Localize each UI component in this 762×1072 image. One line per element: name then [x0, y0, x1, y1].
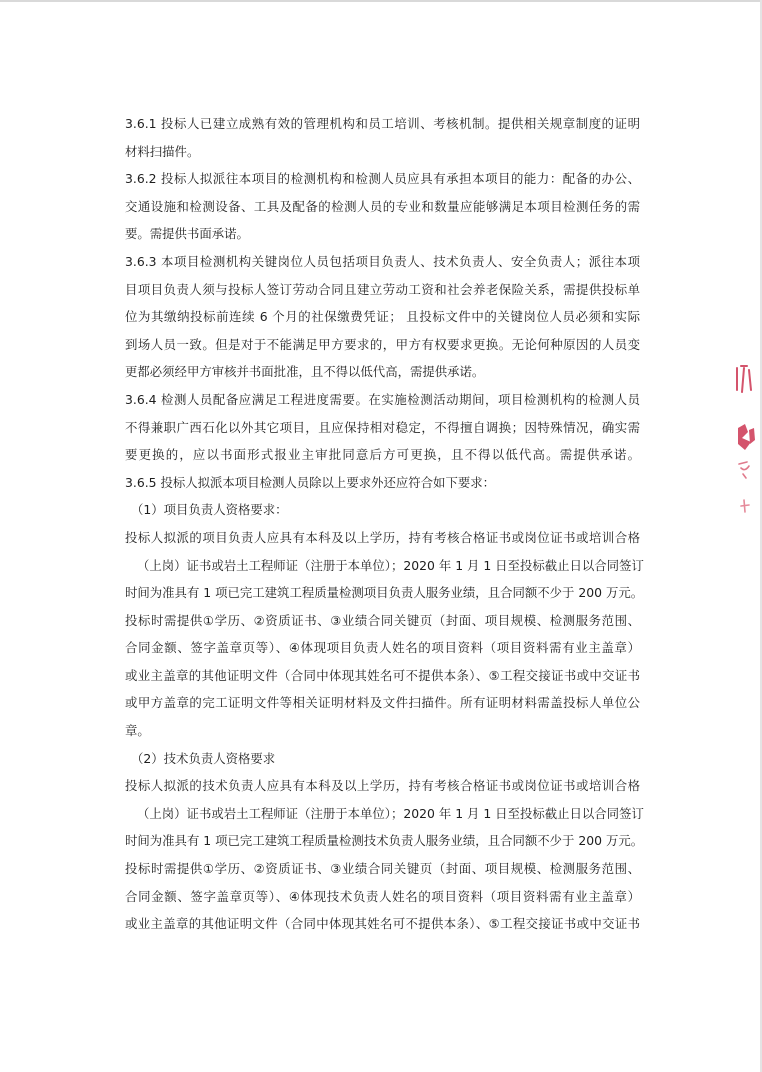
text-line: 3.6.1 投标人已建立成熟有效的管理机构和员工培训、考核机制。提供相关规章制度的证明: [125, 116, 640, 131]
text-line: 合同金额、签字盖章页等）、④体现项目负责人姓名的项目资料（项目资料需有业主盖章）: [125, 640, 640, 656]
text-line: 时间为准具有 1 项已完工建筑工程质量检测项目负责人服务业绩，且合同额不少于 200 万元。: [125, 585, 644, 601]
text-line: 交通设施和检测设备、工具及配备的检测人员的专业和数量应能够满足本项目检测任务的需: [125, 198, 640, 214]
text-line: （上岗）证书或岩土工程师证（注册于本单位）；2020 年 1 月 1 日至投标截止日以合同签订: [137, 805, 644, 821]
text-line: 或业主盖章的其他证明文件（合同中体现其姓名可不提供本条）、⑤工程交接证书或中交证书: [125, 667, 640, 683]
text-line: 要。需提供书面承诺。: [125, 226, 249, 242]
text-line: 位为其缴纳投标前连续 6 个月的社保缴费凭证； 且投标文件中的关键岗位人员必须和实际: [125, 309, 640, 325]
text-line: 到场人员一致。但是对于不能满足甲方要求的，甲方有权要求更换。无论何种原因的人员变: [125, 336, 640, 352]
seal-stamp-fragment: [733, 360, 759, 520]
document-body: [125, 110, 644, 938]
section-heading: （2）技术负责人资格要求: [131, 750, 276, 766]
text-line: 或业主盖章的其他证明文件（合同中体现其姓名可不提供本条）、⑤工程交接证书或中交证书: [125, 916, 640, 932]
text-line: （上岗）证书或岩土工程师证（注册于本单位）；2020 年 1 月 1 日至投标截止日以合同签订: [137, 557, 644, 573]
text-line: 材料扫描件。: [125, 143, 200, 159]
text-line: 3.6.3 本项目检测机构关键岗位人员包括项目负责人、技术负责人、安全负责人；派往本项: [125, 253, 640, 269]
text-line: 章。: [125, 723, 150, 739]
text-line: 投标时需提供①学历、②资质证书、③业绩合同关键页（封面、项目规模、检测服务范围、: [125, 861, 640, 877]
text-line: 投标时需提供①学历、②资质证书、③业绩合同关键页（封面、项目规模、检测服务范围、: [125, 612, 640, 628]
text-line: 投标人拟派的项目负责人应具有本科及以上学历，持有考核合格证书或岗位证书或培训合格: [125, 529, 640, 545]
text-line: 更都必须经甲方审核并书面批准，且不得以低代高，需提供承诺。: [125, 364, 485, 380]
text-line: 时间为准具有 1 项已完工建筑工程质量检测技术负责人服务业绩，且合同额不少于 200 万元。: [125, 833, 644, 849]
text-line: 或甲方盖章的完工证明文件等相关证明材料及文件扫描件。所有证明材料需盖投标人单位公: [125, 695, 640, 711]
text-line: 目项目负责人须与投标人签订劳动合同且建立劳动工资和社会养老保险关系，需提供投标单: [125, 281, 640, 297]
text-line: 要更换的，应以书面形式报业主审批同意后方可更换，且不得以低代高。需提供承诺。: [125, 447, 640, 463]
text-line: 合同金额、签字盖章页等）、④体现技术负责人姓名的项目资料（项目资料需有业主盖章）: [125, 888, 640, 904]
text-line: 不得兼职广西石化以外其它项目，且应保持相对稳定，不得擅自调换；因特殊情况，确实需: [125, 419, 640, 435]
text-line: 3.6.5 投标人拟派本项目检测人员除以上要求外还应符合如下要求：: [125, 474, 496, 490]
text-line: 3.6.4 检测人员配备应满足工程进度需要。在实施检测活动期间，项目检测机构的检测人员: [125, 391, 640, 407]
text-line: 3.6.2 投标人拟派往本项目的检测机构和检测人员应具有承担本项目的能力：配备的办公、: [125, 171, 640, 187]
text-line: 投标人拟派的技术负责人应具有本科及以上学历，持有考核合格证书或岗位证书或培训合格: [125, 778, 640, 794]
page-top-edge: [0, 0, 762, 2]
section-heading: （1）项目负责人资格要求：: [131, 502, 288, 518]
